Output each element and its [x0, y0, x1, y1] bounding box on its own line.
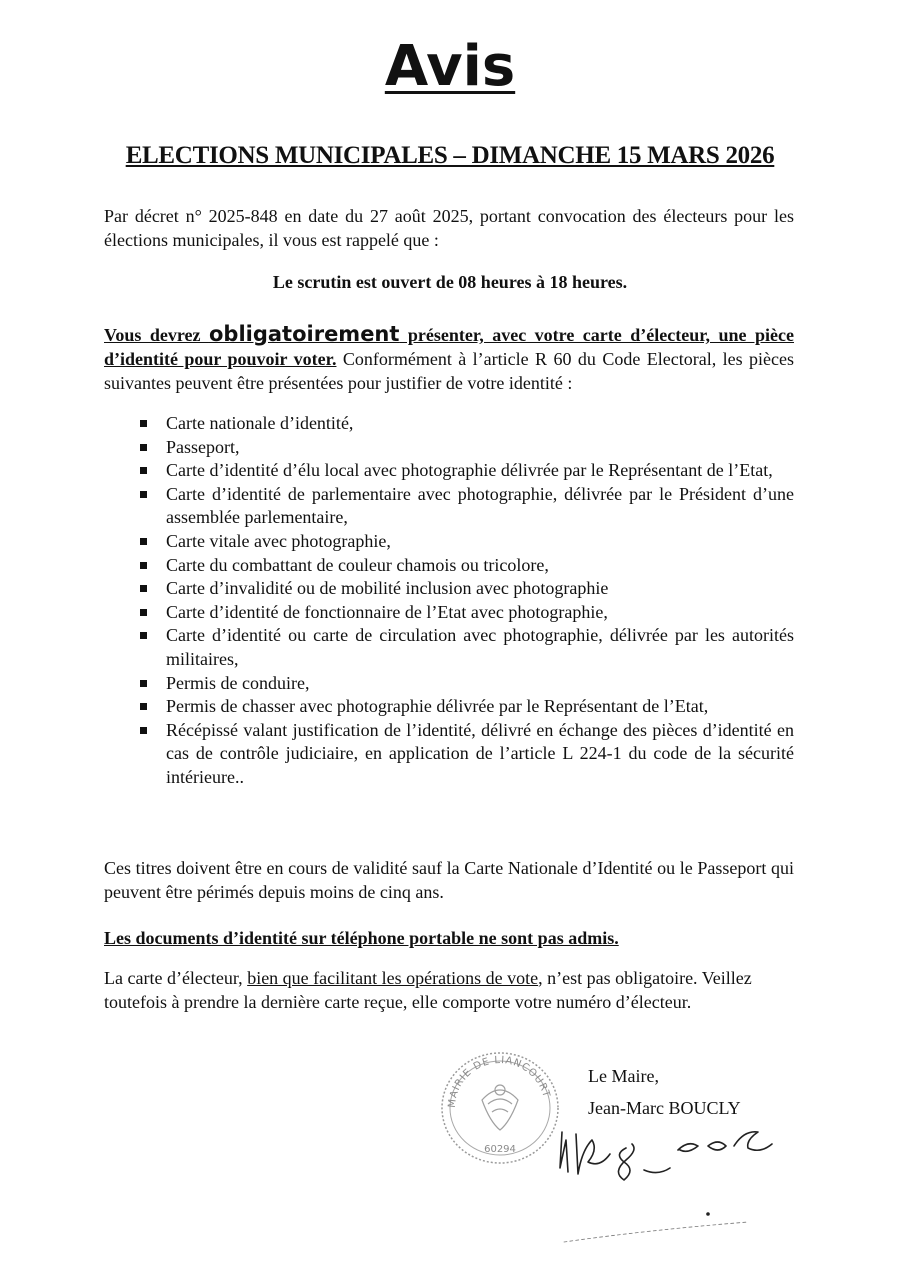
bullet-icon — [140, 632, 147, 639]
list-item — [138, 483, 794, 530]
list-item-text: Récépissé valant justification de l’identité, délivré en échange des pièces d’identité en cas de contrôle judiciaire, en application de l’article L 224-1 du code de la sécurité intérieure.. — [166, 719, 794, 787]
stamp-code: 60294 — [484, 1144, 516, 1155]
list-item-text: Passeport, — [166, 436, 240, 457]
list-item — [138, 530, 794, 554]
bullet-icon — [140, 420, 147, 427]
voter-card-before: La carte d’électeur, — [104, 968, 248, 988]
election-subtitle: ELECTIONS MUNICIPALES – DIMANCHE 15 MARS 2026 — [125, 142, 775, 169]
list-item — [138, 459, 794, 483]
list-item-text: Permis de chasser avec photographie délivrée par le Représentant de l’Etat, — [166, 696, 709, 717]
bullet-icon — [140, 585, 147, 592]
voter-card-note — [104, 966, 794, 1014]
list-item-text: Carte d’identité d’élu local avec photographie délivrée par le Représentant de l’Etat, — [166, 460, 773, 481]
voting-hours: Le scrutin est ouvert de 08 heures à 18 heures. — [272, 272, 628, 292]
bullet-icon — [140, 609, 147, 616]
lead-emphasis: obligatoirement — [208, 322, 400, 346]
signatory-name: Jean-Marc BOUCLY — [588, 1098, 741, 1118]
bullet-icon — [140, 444, 147, 451]
bullet-icon — [140, 562, 147, 569]
lead-before: Vous devrez — [104, 325, 209, 345]
list-item — [138, 624, 794, 671]
list-item — [138, 577, 794, 601]
list-item — [138, 601, 794, 625]
list-item — [138, 412, 794, 436]
stamp-text: MAIRIE DE LIANCOURT — [446, 1054, 552, 1109]
bullet-icon — [140, 727, 147, 734]
list-item — [138, 554, 794, 578]
signatory-role: Le Maire, — [588, 1066, 659, 1086]
list-item-text: Carte d’identité de fonctionnaire de l’Etat avec photographie, — [166, 601, 608, 622]
bullet-icon — [140, 680, 147, 687]
phone-note: Les documents d’identité sur téléphone portable ne sont pas admis. — [104, 928, 619, 948]
handwritten-signature — [548, 1110, 788, 1250]
lead-after: présenter, avec votre carte d’électeur, une pièce d’identité pour pouvoir voter. — [104, 325, 794, 369]
list-item — [138, 695, 794, 719]
voter-card-after: , n’est pas obligatoire. Veillez toutefois à prendre la dernière carte reçue, elle comporte votre numéro d’électeur. — [104, 968, 752, 1012]
list-item-text: Carte d’identité de parlementaire avec photographie, délivrée par le Président d’une assemblée parlementaire, — [166, 483, 794, 528]
validity-note: Ces titres doivent être en cours de validité sauf la Carte Nationale d’Identité ou le Passeport qui peuvent être périmés depuis moins de cinq ans. — [104, 858, 794, 902]
intro-paragraph: Par décret n° 2025-848 en date du 27 août 2025, portant convocation des électeurs pour les élections municipales, il vous est rappelé que : — [104, 206, 794, 250]
list-item — [138, 672, 794, 696]
id-requirement-rest: Conformément à l’article R 60 du Code Electoral, les pièces suivantes peuvent être présentées pour justifier de votre identité : — [104, 349, 795, 393]
bullet-icon — [140, 491, 147, 498]
list-item-text: Carte d’invalidité ou de mobilité inclusion avec photographie — [166, 578, 609, 599]
list-item-text: Permis de conduire, — [166, 672, 310, 693]
page-title: Avis — [384, 34, 516, 99]
bullet-icon — [140, 467, 147, 474]
list-item-text: Carte d’identité ou carte de circulation avec photographie, délivrée par les autorités militaires, — [166, 625, 794, 669]
id-documents-list — [138, 412, 794, 790]
list-item-text: Carte vitale avec photographie, — [166, 530, 391, 551]
voter-card-underlined: bien que facilitant les opérations de vote — [247, 968, 539, 988]
id-requirement-paragraph — [104, 322, 794, 395]
list-item — [138, 719, 794, 790]
bullet-icon — [140, 703, 147, 710]
list-item — [138, 436, 794, 460]
list-item-text: Carte nationale d’identité, — [166, 413, 354, 433]
bullet-icon — [140, 538, 147, 545]
list-item-text: Carte du combattant de couleur chamois ou tricolore, — [166, 554, 549, 575]
